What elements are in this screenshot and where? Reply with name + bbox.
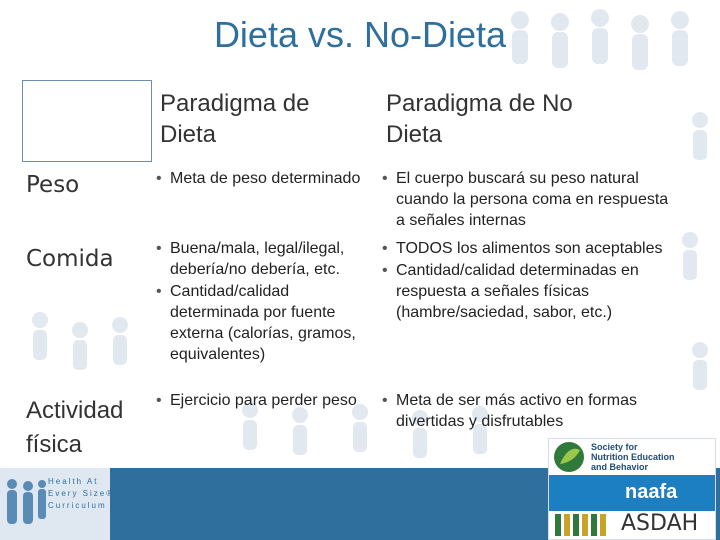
curriculum-line-2: Every Size® xyxy=(48,489,115,498)
row-header-actividad-fisica: Actividad física xyxy=(26,397,124,458)
list-item: • Cantidad/calidad determinada por fuente externa (calorías, gramos, equivalentes) xyxy=(154,281,372,365)
curriculum-line-3: Curriculum xyxy=(48,501,107,510)
naafa-text: naafa xyxy=(625,481,678,503)
partner-logos xyxy=(548,438,716,540)
asdah-text: ASDAH xyxy=(621,511,699,536)
list-item: • El cuerpo buscará su peso natural cuando la persona coma en respuesta a señales internas xyxy=(380,168,680,231)
cell-peso-nondiet xyxy=(380,168,680,232)
column-header-nondiet: Paradigma de No Dieta xyxy=(386,90,573,149)
list-item: • Meta de peso determinado xyxy=(154,168,372,189)
slide-title: Dieta vs. No-Dieta xyxy=(213,14,507,55)
row-header-comida: Comida xyxy=(26,246,114,272)
sneb-line-3: and Behavior xyxy=(591,462,649,472)
list-item: • Buena/mala, legal/ilegal, debería/no debería, etc. xyxy=(154,238,372,280)
sneb-logo xyxy=(549,439,715,475)
table-corner-cell xyxy=(22,80,152,162)
leaf-icon xyxy=(552,440,588,474)
cell-actividad-diet xyxy=(154,390,372,412)
cell-peso-diet xyxy=(154,168,372,190)
naafa-logo xyxy=(549,475,715,511)
cell-comida-diet xyxy=(154,238,372,366)
cell-comida-nondiet xyxy=(380,238,680,324)
list-item: • Ejercicio para perder peso xyxy=(154,390,372,411)
list-item: • Meta de ser más activo en formas divertidas y disfrutables xyxy=(380,390,680,432)
sneb-line-2: Nutrition Education xyxy=(591,452,675,462)
sneb-line-1: Society for xyxy=(591,442,638,452)
list-item: • TODOS los alimentos son aceptables xyxy=(380,238,680,259)
people-icon xyxy=(2,474,50,534)
curriculum-label xyxy=(48,476,114,512)
curriculum-line-1: Health At xyxy=(48,477,99,486)
asdah-bars-icon xyxy=(553,512,617,538)
column-header-diet: Paradigma de Dieta xyxy=(160,90,310,149)
row-header-peso: Peso xyxy=(26,172,80,198)
list-item: • Cantidad/calidad determinadas en respuesta a señales físicas (hambre/saciedad, sabor, etc.) xyxy=(380,260,680,323)
cell-actividad-nondiet xyxy=(380,390,680,433)
